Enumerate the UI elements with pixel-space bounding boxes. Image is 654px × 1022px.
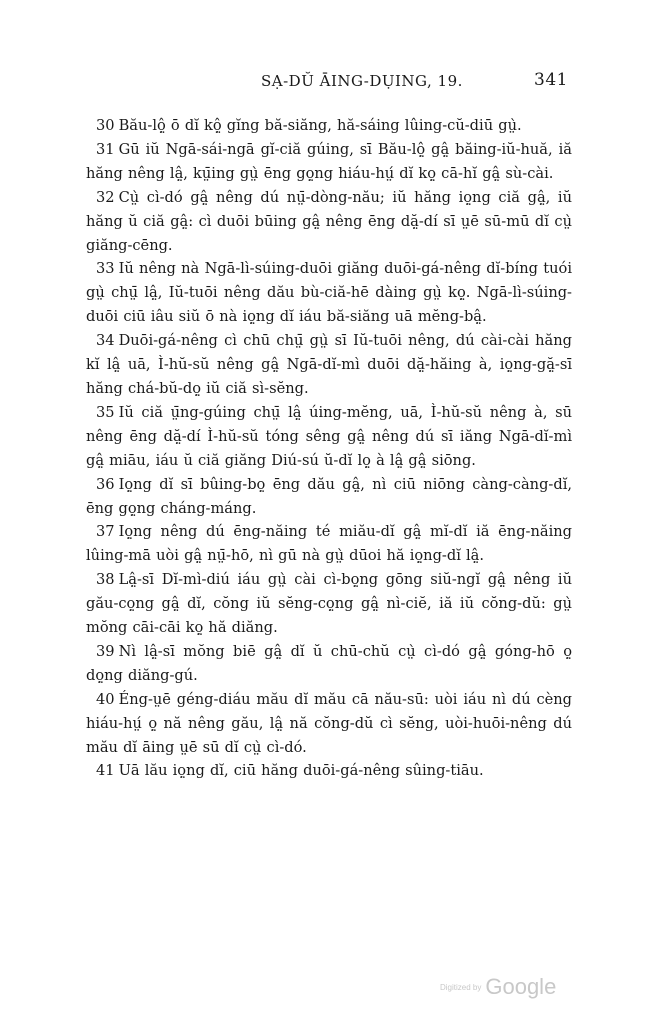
watermark-prefix: Digitized by xyxy=(440,982,482,992)
verse-30 xyxy=(86,114,572,138)
verse-text: Gū iŭ Ngā-sái-ngā gĭ-ciă gúing, sī Bău-lộ̤ gậ̤ băing-iŭ-huă, iă hăng nêng lậ̤, kṳ̄ing gṳ̀ ēng gọ̤ng hiáu-hṳ́ dĭ kọ̤ cā-hĭ gậ̤ sù-cài. xyxy=(86,140,572,182)
verse-text: Nì lậ̤-sī mŏng biē gậ̤ dĭ ŭ chū-chŭ cṳ̀ cì-dó gậ̤ góng-hō ọ̤ dọ̤ng diăng-gú. xyxy=(86,642,572,684)
verse-number: 33 xyxy=(96,260,115,278)
page-number: 341 xyxy=(534,70,568,90)
verse-number: 36 xyxy=(96,475,115,493)
verse-text: Cṳ̀ cì-dó gậ̤ nêng dú nṳ̄-dòng-nău; iŭ hăng iọ̤ng ciă gậ̤, iŭ hăng ŭ ciă gậ̤: cì duōi būing gậ̤ nêng ēng dặ̤-dí sī ṳē sū-mū dĭ cṳ̀ giăng-cēng. xyxy=(86,188,572,254)
verse-text: Iọ̤ng dĭ sī bûing-bọ̤ ēng dău gậ̤, nì ciū niōng càng-càng-dĭ, ēng gọ̤ng cháng-máng. xyxy=(86,475,572,517)
verse-text: Iọ̤ng nêng dú ēng-năing té miău-dĭ gậ̤ mĭ-dĭ iă ēng-năing lûing-mā uòi gậ̤ nṳ̄-hō, nì gū nà gṳ̀ dūoi hă iọ̤ng-dĭ lậ̤. xyxy=(86,523,572,565)
verse-35 xyxy=(86,401,572,473)
verse-number: 32 xyxy=(96,188,115,206)
verse-41 xyxy=(86,759,572,783)
verse-text: Lậ̤-sī Dĭ-mì-diú iáu gṳ̀ cài cì-bọ̤ng gōng siŭ-ngĭ gậ̤ nêng iŭ gău-cọ̤ng gậ̤ dĭ, cŏng iŭ sĕng-cọ̤ng gậ̤ nì-ciĕ, iă iŭ cŏng-dŭ: gṳ̀ mŏng cāi-cāi kọ̤ hă diăng. xyxy=(86,571,572,637)
verse-33 xyxy=(86,257,572,329)
verse-38 xyxy=(86,568,572,640)
verse-number: 37 xyxy=(96,523,115,541)
verse-number: 40 xyxy=(96,690,115,708)
verse-text: Uā lău iọ̤ng dĭ, ciū hăng duōi-gá-nêng sûing-tiāu. xyxy=(118,762,484,780)
verse-32 xyxy=(86,186,572,258)
verse-text: Iŭ ciă ṳ̄ng-gúing chṳ̄ lậ̤ úing-mĕng, uā, Ì-hŭ-sŭ nêng à, sū nêng ēng dặ̤-dí Ì-hŭ-sŭ tóng sêng gậ̤ nêng dú sī iăng Ngā-dĭ-mì gậ̤ miāu, iáu ŭ ciă giăng Diú-sú ŭ-dĭ lọ̤ à lậ̤ gậ̤ siōng. xyxy=(86,403,572,469)
verse-37 xyxy=(86,520,572,568)
verse-text: Iŭ nêng nà Ngā-lì-súing-duōi giăng duōi-gá-nêng dĭ-bíng tuói gṳ̀ chṳ̄ lậ̤, Iŭ-tuōi nêng dău bù-ciă-hē dàing gṳ̀ kọ̤. Ngā-lì-súing-duōi ciū iâu siŭ ō nà iọ̤ng dĭ iáu bă-siăng uā mĕng-bậ̤. xyxy=(86,260,572,326)
google-logo: Google xyxy=(485,974,557,999)
running-head xyxy=(86,70,572,96)
verse-number: 38 xyxy=(96,571,115,589)
verse-number: 30 xyxy=(96,117,115,134)
verse-text: Éng-ṳē géng-diáu mău dĭ mău cā nău-sū: uòi iáu nì dú cèng hiáu-hṳ́ ọ̤ nă nêng gău, lậ̤ nă cŏng-dŭ cì sĕng, uòi-huōi-nêng dú mău dĭ āing ṳē sū dĭ cṳ̀ cì-dó. xyxy=(86,690,572,756)
verse-31 xyxy=(86,138,572,186)
verse-number: 35 xyxy=(96,403,115,421)
verse-text: Bău-lộ̤ ō dĭ kộ̤ gĭng bă-siăng, hă-sáing lûing-cŭ-diū gṳ̀. xyxy=(118,117,522,134)
verse-number: 31 xyxy=(96,140,115,158)
verse-40 xyxy=(86,688,572,760)
verse-number: 41 xyxy=(96,762,115,780)
verse-number: 39 xyxy=(96,642,115,660)
verse-number: 34 xyxy=(96,332,115,350)
verse-34 xyxy=(86,329,572,401)
verse-text: Duōi-gá-nêng cì chū chṳ̄ gṳ̀ sī Iŭ-tuōi nêng, dú cài-cài hăng kĭ lậ̤ uā, Ì-hŭ-sŭ nêng gậ̤ Ngā-dĭ-mì duōi dặ̤-hăing à, iọ̤ng-gặ̤-sī hăng chá-bŭ-dọ̤ iŭ ciă sì-sĕng. xyxy=(86,332,572,397)
verse-39 xyxy=(86,640,572,688)
verse-list xyxy=(86,114,572,783)
book-page xyxy=(86,70,572,783)
verse-36 xyxy=(86,473,572,521)
google-watermark xyxy=(440,974,556,1000)
running-head-title: SẠ-DŬ ĀING-DỤING, 19. xyxy=(261,72,463,90)
